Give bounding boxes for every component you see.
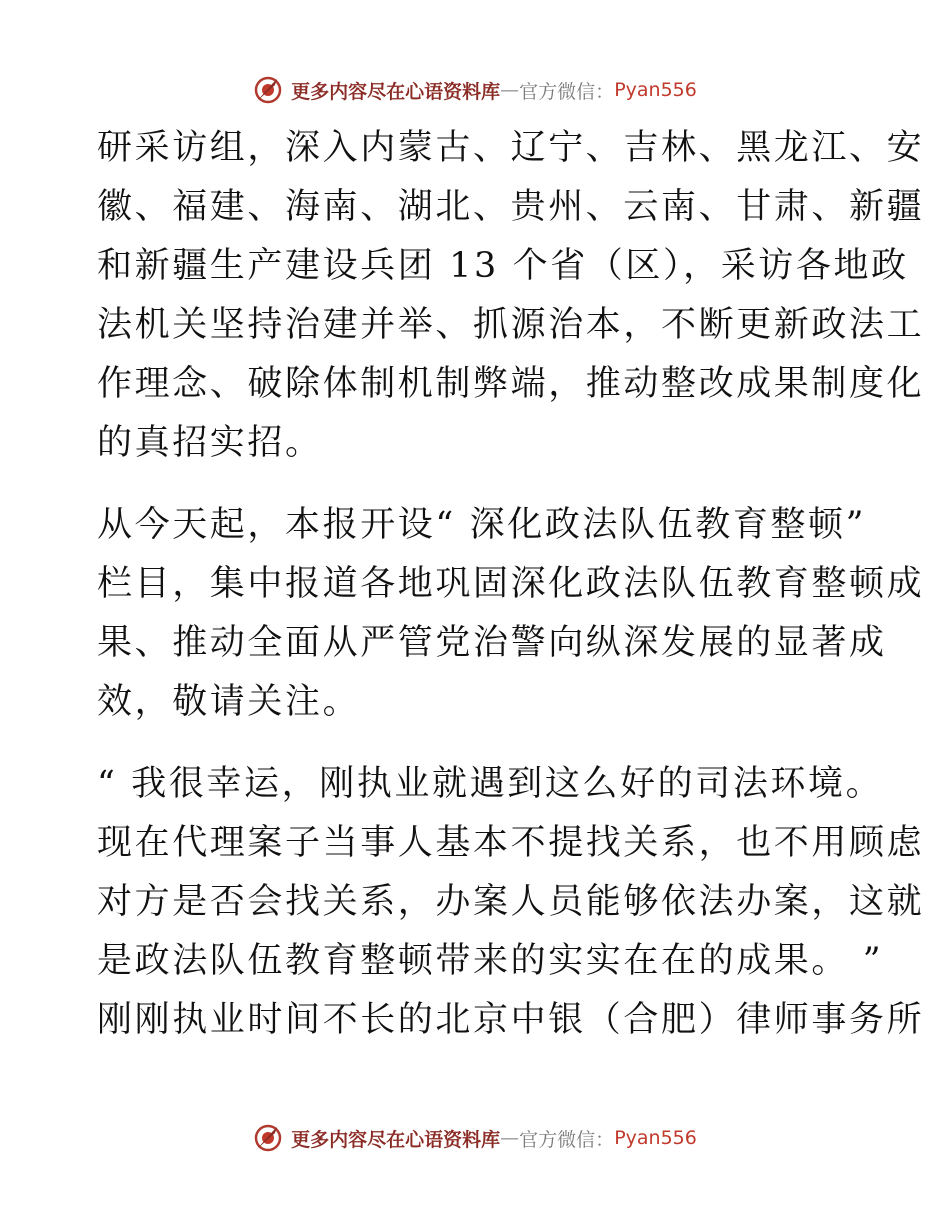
paragraph-gap [97,732,857,755]
header-banner [0,70,950,110]
text-line: 的真招实招。 [97,423,323,463]
text-line: 对方是否会找关系，办案人员能够依法办案，这就 [97,882,925,922]
banner-wechat-id: Pyan556 [614,79,697,101]
text-line: 法机关坚持治建并举、抓源治本，不断更新政法工 [97,305,925,345]
banner-wechat-label: 官方微信： [519,1128,615,1151]
paragraph-2 [97,496,925,732]
banner-dash: — [500,79,520,101]
quill-logo-icon [253,1123,283,1153]
text-line: 栏目，集中报道各地巩固深化政法队伍教育整顿成 [97,564,925,604]
banner-wechat-label: 官方微信： [519,80,615,103]
banner-lead-text: 更多内容尽在心语资料库 [291,80,501,103]
banner-wechat-id: Pyan556 [614,1127,697,1149]
text-line: 刚刚执业时间不长的北京中银（合肥）律师事务所 [97,1000,925,1040]
paragraph-3 [97,755,925,1050]
text-line: 从今天起，本报开设“ 深化政法队伍教育整顿” [97,505,867,545]
paragraph-1 [97,119,925,473]
banner-dash: — [500,1127,520,1149]
footer-banner [0,1118,950,1158]
banner-lead-text: 更多内容尽在心语资料库 [291,1128,501,1151]
text-line: 是政法队伍教育整顿带来的实实在在的成果。 ” [97,941,884,981]
text-line: 徽、福建、海南、湖北、贵州、云南、甘肃、新疆 [97,187,925,227]
text-line: “ 我很幸运，刚执业就遇到这么好的司法环境。 [97,764,884,804]
text-line: 和新疆生产建设兵团 13 个省（区），采访各地政 [97,246,909,286]
text-line: 现在代理案子当事人基本不提找关系，也不用顾虑 [97,823,925,863]
text-line: 效，敬请关注。 [97,682,361,722]
text-line: 研采访组，深入内蒙古、辽宁、吉林、黑龙江、安 [97,128,925,168]
paragraph-gap [97,473,857,496]
document-body [97,119,925,1050]
text-line: 作理念、破除体制机制弊端，推动整改成果制度化 [97,364,925,404]
text-line: 果、推动全面从严管党治警向纵深发展的显著成 [97,623,887,663]
quill-logo-icon [253,75,283,105]
